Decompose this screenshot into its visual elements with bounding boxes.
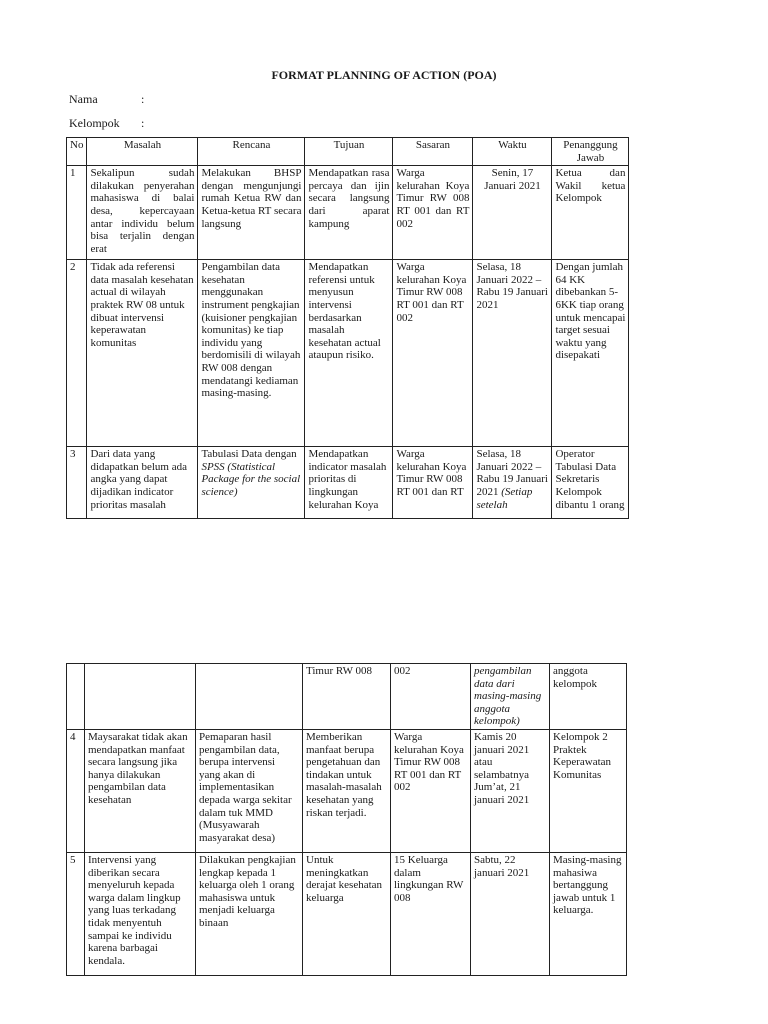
cell-tujuan	[305, 447, 393, 519]
cell-tujuan: Memberikan manfaat berupa pengetahuan dan tindakan untuk masalah-masalah kesehatan yang riskan terjadi.	[303, 730, 391, 853]
table-row	[67, 260, 629, 447]
nama-row	[69, 92, 144, 107]
cell-tujuan: Untuk meningkatkan derajat kesehatan keluarga	[303, 853, 391, 976]
cell-sasaran: Warga kelurahan Koya Timur RW 008 RT 001 dan RT 002	[391, 730, 471, 853]
cell-tujuan-text: Mendapatkan indicator masalah prioritas di lingkungan kelurahan Koya	[308, 448, 387, 511]
cell-no: 2	[67, 260, 87, 447]
cell-sasaran: Warga kelurahan Koya Timur RW 008 RT 001 dan RT 002	[393, 166, 473, 260]
cell-penanggung-jawab: anggota kelompok	[550, 664, 627, 730]
table-header-row	[67, 138, 629, 166]
cell-rencana: Pemaparan hasil pengambilan data, berupa intervensi yang akan di implementasikan depada warga sekitar dalam tuk MMD (Musyawarah masyarakat desa)	[196, 730, 303, 853]
cell-sasaran: Warga kelurahan Koya Timur RW 008 RT 001 dan RT 002	[393, 260, 473, 447]
cell-masalah	[87, 447, 198, 519]
cell-waktu: Kamis 20 januari 2021 atau selambatnya Jum’at, 21 januari 2021	[471, 730, 550, 853]
cell-rencana: Melakukan BHSP dengan mengunjungi rumah Ketua RW dan Ketua-ketua RT secara langsung	[198, 166, 305, 260]
cell-no: 1	[67, 166, 87, 260]
cell-rencana: Dilakukan pengkajian lengkap kepada 1 keluarga oleh 1 orang mahasiswa untuk menjadi keluarga binaan	[196, 853, 303, 976]
cell-masalah: Sekalipun sudah dilakukan penyerahan mahasiswa di balai desa, kepercayaan antar individu belum bisa terjalin dengan erat	[87, 166, 198, 260]
cell-tujuan: Timur RW 008	[303, 664, 391, 730]
cell-rencana	[196, 664, 303, 730]
cell-waktu	[473, 447, 552, 519]
cell-no: 3	[67, 447, 87, 519]
table-row-continuation	[67, 664, 627, 730]
cell-penanggung-jawab: Ketua dan Wakil ketua Kelompok	[552, 166, 629, 260]
cell-tujuan: Mendapatkan referensi untuk menyusun intervensi berdasarkan masalah kesehatan actual ataupun risiko.	[305, 260, 393, 447]
cell-waktu: Sabtu, 22 januari 2021	[471, 853, 550, 976]
cell-waktu-italic: (Setiap setelah	[476, 485, 533, 511]
cell-sasaran: 15 Keluarga dalam lingkungan RW 008	[391, 853, 471, 976]
cell-penanggung-jawab: Dengan jumlah 64 KK dibebankan 5-6KK tiap orang untuk mencapai target sesuai waktu yang disepakati	[552, 260, 629, 447]
cell-penanggung-text: Operator Tabulasi Data Sekretaris Kelompok dibantu 1 orang	[555, 448, 625, 511]
kelompok-row	[69, 116, 144, 131]
cell-penanggung-jawab: Masing-masing mahasiwa bertanggung jawab untuk 1 keluarga.	[550, 853, 627, 976]
cell-masalah-text: Dari data yang didapatkan belum ada angka yang dapat dijadikan indicator prioritas masalah	[90, 448, 187, 511]
cell-rencana: Pengambilan data kesehatan menggunakan instrument pengkajian (kuisioner pengkajian komunitas) ke tiap individu yang berdomisili di wilayah RW 008 dengan mendatangi kediaman masing-masing.	[198, 260, 305, 447]
header-penanggung-jawab: Penanggung Jawab	[552, 138, 629, 166]
cell-rencana	[198, 447, 305, 519]
page-title: FORMAT PLANNING OF ACTION (POA)	[271, 68, 497, 82]
nama-label: Nama	[69, 92, 98, 106]
cell-masalah	[85, 664, 196, 730]
cell-penanggung-jawab	[552, 447, 629, 519]
cell-penanggung-jawab: Kelompok 2 Praktek Keperawatan Komunitas	[550, 730, 627, 853]
cell-waktu-italic: pengambilan data dari masing-masing anggota kelompok)	[474, 665, 542, 728]
table-row	[67, 730, 627, 853]
nama-value: :	[141, 92, 145, 106]
cell-sasaran-text: Warga kelurahan Koya Timur RW 008 RT 001 dan RT	[396, 448, 467, 498]
cell-waktu-text: Selasa, 18 Januari 2022 – Rabu 19 Januari 2021	[476, 448, 548, 498]
header-sasaran: Sasaran	[393, 138, 473, 166]
cell-sasaran	[393, 447, 473, 519]
cell-waktu	[471, 664, 550, 730]
cell-rencana-text: Tabulasi Data dengan	[201, 448, 297, 461]
cell-masalah: Intervensi yang diberikan secara menyeluruh kepada warga dalam lingkup yang luas terkadang tidak menyentuh sampai ke individu karena barbagai kendala.	[85, 853, 196, 976]
header-masalah: Masalah	[87, 138, 198, 166]
cell-waktu: Senin, 17 Januari 2021	[473, 166, 552, 260]
kelompok-value: :	[141, 116, 145, 130]
cell-sasaran: 002	[391, 664, 471, 730]
cell-masalah: Maysarakat tidak akan mendapatkan manfaat secara langsung jika hanya dilakukan pengambilan data kesehatan	[85, 730, 196, 853]
table-row	[67, 447, 629, 519]
cell-no: 5	[67, 853, 85, 976]
cell-rencana-italic: SPSS (Statistical Package for the social science)	[201, 460, 301, 498]
header-waktu: Waktu	[473, 138, 552, 166]
header-tujuan: Tujuan	[305, 138, 393, 166]
cell-masalah: Tidak ada referensi data masalah kesehatan actual di wilayah praktek RW 08 untuk dibuat intervensi keperawatan komunitas	[87, 260, 198, 447]
table-row	[67, 166, 629, 260]
header-rencana: Rencana	[198, 138, 305, 166]
cell-tujuan: Mendapatkan rasa percaya dan ijin secara langsung dari aparat kampung	[305, 166, 393, 260]
poa-table-part-1	[66, 137, 629, 519]
header-no: No	[67, 138, 87, 166]
kelompok-label: Kelompok	[69, 116, 120, 130]
table-row	[67, 853, 627, 976]
cell-no	[67, 664, 85, 730]
cell-no: 4	[67, 730, 85, 853]
poa-table-part-2	[66, 663, 627, 976]
cell-waktu: Selasa, 18 Januari 2022 – Rabu 19 Januari 2021	[473, 260, 552, 447]
